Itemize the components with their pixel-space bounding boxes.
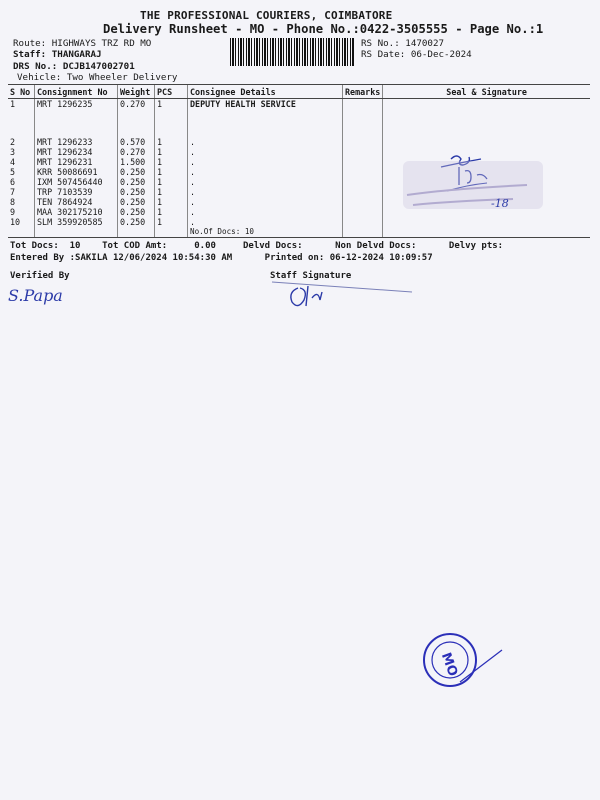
row-consignment: MRT 1296235 [35, 99, 118, 137]
row-pcs: 1 [155, 207, 188, 217]
col-pcs: PCS [155, 85, 188, 99]
col-consignee: Consignee Details [188, 85, 343, 99]
row-weight: 0.250 [118, 167, 155, 177]
rs-date-line [361, 49, 472, 60]
row-weight: 0.570 [118, 137, 155, 147]
staff-signature-label: Staff Signature [270, 271, 352, 281]
row-weight: 0.270 [118, 99, 155, 137]
row-sno: 2 [10, 136, 16, 147]
row-sno: 8 [10, 196, 16, 207]
rs-no-line [361, 38, 444, 49]
row-details: . [188, 137, 343, 147]
row-consignment: SLM 359920585 [35, 217, 118, 227]
stamp-text: MO [437, 650, 461, 679]
staff-signature-scribble [268, 276, 428, 310]
row-sno: 6 [10, 176, 16, 187]
table-row [8, 99, 590, 137]
vehicle-label: Vehicle: [17, 72, 62, 83]
rs-date-value: 06-Dec-2024 [410, 49, 472, 60]
rs-no-label: RS No.: [361, 38, 400, 49]
col-weight: Weight [118, 85, 155, 99]
row-sno: 4 [10, 156, 16, 167]
row-sno: 5 [10, 166, 16, 177]
row-details: . [188, 177, 343, 187]
row-details: . [188, 187, 343, 197]
seal-signature-svg [383, 99, 593, 239]
route-label: Route: [13, 38, 47, 49]
route-value: HIGHWAYS TRZ RD MO [51, 38, 152, 49]
row-sno: 9 [10, 206, 16, 217]
row-pcs: 1 [155, 167, 188, 177]
verified-by-label: Verified By [10, 271, 70, 281]
row-weight: 0.250 [118, 197, 155, 207]
col-sno: S No [8, 85, 35, 99]
row-pcs: 1 [155, 217, 188, 227]
seal-handwritten-number: -18 [491, 197, 510, 210]
no-of-docs: No.Of Docs: 10 [188, 227, 343, 238]
row-weight: 0.250 [118, 217, 155, 227]
row-consignment: MRT 1296231 [35, 157, 118, 167]
staff-line [13, 49, 102, 60]
col-consignment: Consignment No [35, 85, 118, 99]
drs-line [13, 61, 135, 72]
verified-signature: S.Papa [8, 286, 63, 305]
row-sno: 1 [10, 99, 16, 109]
runsheet-table [8, 84, 590, 238]
row-pcs: 1 [155, 187, 188, 197]
row-pcs: 1 [155, 99, 188, 137]
staff-label: Staff: [13, 49, 47, 60]
row-weight: 0.270 [118, 147, 155, 157]
barcode [230, 38, 354, 66]
row-consignment: TRP 7103539 [35, 187, 118, 197]
row-consignment: MRT 1296233 [35, 137, 118, 147]
row-details: . [188, 147, 343, 157]
table-header-row [8, 85, 590, 99]
row-consignment: MRT 1296234 [35, 147, 118, 157]
vehicle-value: Two Wheeler Delivery [66, 72, 178, 83]
rs-no-value: 1470027 [405, 38, 445, 49]
row-sno: 3 [10, 146, 16, 157]
seal-signature-cell [383, 99, 590, 238]
route-line [13, 38, 151, 49]
row-pcs: 1 [155, 137, 188, 147]
row-consignment: MAA 302175210 [35, 207, 118, 217]
row-pcs: 1 [155, 197, 188, 207]
staff-value: THANGARAJ [51, 49, 102, 60]
row-weight: 0.250 [118, 207, 155, 217]
row-details: DEPUTY HEALTH SERVICE [188, 99, 343, 137]
row-details: . [188, 217, 343, 227]
row-weight: 0.250 [118, 177, 155, 187]
row-weight: 0.250 [118, 187, 155, 197]
totals-line: Tot Docs: 10 Tot COD Amt: 0.00 Delvd Docs: Non Delvd Docs: Delvy pts: [10, 241, 504, 251]
company-title: THE PROFESSIONAL COURIERS, COIMBATORE [140, 9, 393, 22]
rs-date-label: RS Date: [361, 49, 406, 60]
vehicle-line [17, 72, 177, 83]
row-pcs: 1 [155, 177, 188, 187]
runsheet-title: Delivery Runsheet - MO - Phone No.:0422-3505555 - Page No.:1 [103, 22, 544, 36]
row-consignment: KRR 50086691 [35, 167, 118, 177]
row-sno: 7 [10, 186, 16, 197]
row-pcs: 1 [155, 157, 188, 167]
drs-value: DCJB147002701 [62, 61, 135, 72]
office-stamp [420, 628, 510, 698]
col-remarks: Remarks [343, 85, 383, 99]
row-consignment: IXM 507456440 [35, 177, 118, 187]
row-consignment: TEN 7864924 [35, 197, 118, 207]
row-sno: 10 [10, 216, 21, 227]
row-pcs: 1 [155, 147, 188, 157]
row-details: . [188, 157, 343, 167]
entered-by-line: Entered By :SAKILA 12/06/2024 10:54:30 AM Printed on: 06-12-2024 10:09:57 [10, 253, 433, 263]
drs-label: DRS No.: [13, 61, 58, 72]
row-weight: 1.500 [118, 157, 155, 167]
row-details: . [188, 197, 343, 207]
col-seal: Seal & Signature [383, 85, 590, 99]
row-details: . [188, 207, 343, 217]
row-details: . [188, 167, 343, 177]
